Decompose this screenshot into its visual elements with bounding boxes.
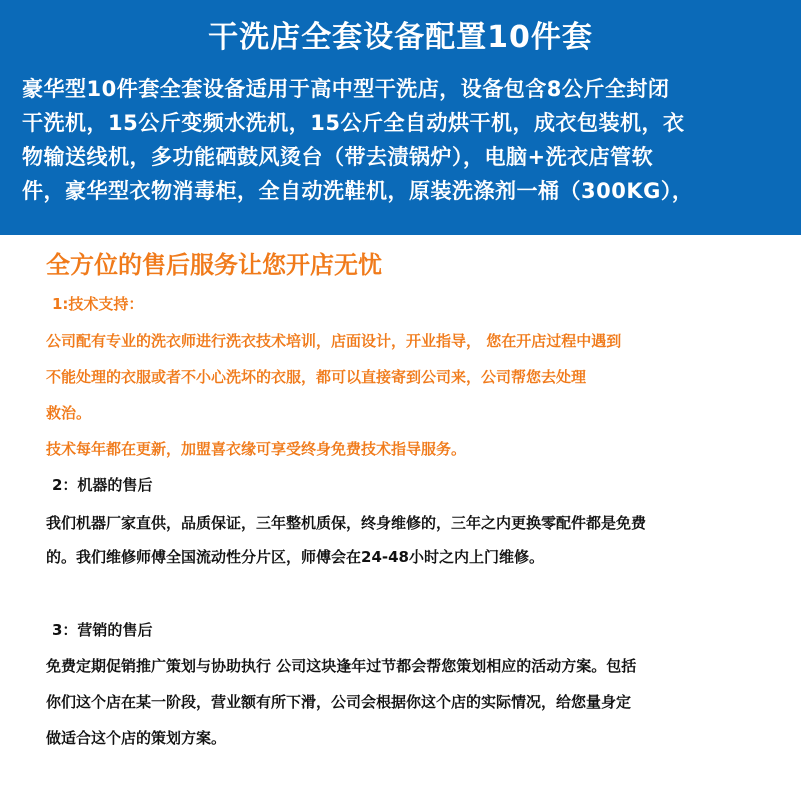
banner-title: 干洗店全套设备配置10件套 (208, 20, 593, 55)
banner-line: 干洗机，15公斤变频水洗机，15公斤全自动烘干机，成衣包装机，衣 (22, 111, 685, 135)
banner-line: 件，豪华型衣物消毒柜，全自动洗鞋机，原装洗涤剂一桶（300KG）， (22, 179, 694, 203)
service-heading: 全方位的售后服务让您开店无忧 (46, 251, 382, 279)
machine-service-line: 的。我们维修师傅全国流动性分片区，师傅会在24-48小时之内上门维修。 (46, 548, 544, 566)
tech-support-line: 救治。 (46, 404, 92, 422)
marketing-service-line: 免费定期促销推广策划与协助执行 公司这块逢年过节都会帮您策划相应的活动方案。包括 (46, 657, 637, 675)
tech-support-title: 1:技术支持： (52, 295, 144, 313)
marketing-service-line: 做适合这个店的策划方案。 (46, 729, 227, 747)
banner-line: 豪华型10件套全套设备适用于高中型干洗店，设备包含8公斤全封闭 (22, 77, 670, 101)
marketing-service-title: 3：营销的售后 (52, 621, 153, 639)
machine-service-title: 2：机器的售后 (52, 476, 153, 494)
tech-support-line: 公司配有专业的洗衣师进行洗衣技术培训，店面设计，开业指导， 您在开店过程中遇到 (46, 332, 622, 350)
marketing-service-line: 你们这个店在某一阶段，营业额有所下滑，公司会根据你这个店的实际情况，给您量身定 (46, 693, 632, 711)
banner-line: 物输送线机，多功能硒鼓风烫台（带去渍锅炉），电脑+洗衣店管软 (22, 145, 654, 169)
machine-service-line: 我们机器厂家直供，品质保证，三年整机质保，终身维修的，三年之内更换零配件都是免费 (46, 514, 647, 532)
tech-support-line: 技术每年都在更新，加盟喜衣缘可享受终身免费技术指导服务。 (46, 440, 467, 458)
tech-support-line: 不能处理的衣服或者不小心洗坏的衣服，都可以直接寄到公司来，公司帮您去处理 (46, 368, 587, 386)
banner-description (22, 72, 787, 208)
header-banner (0, 0, 801, 235)
